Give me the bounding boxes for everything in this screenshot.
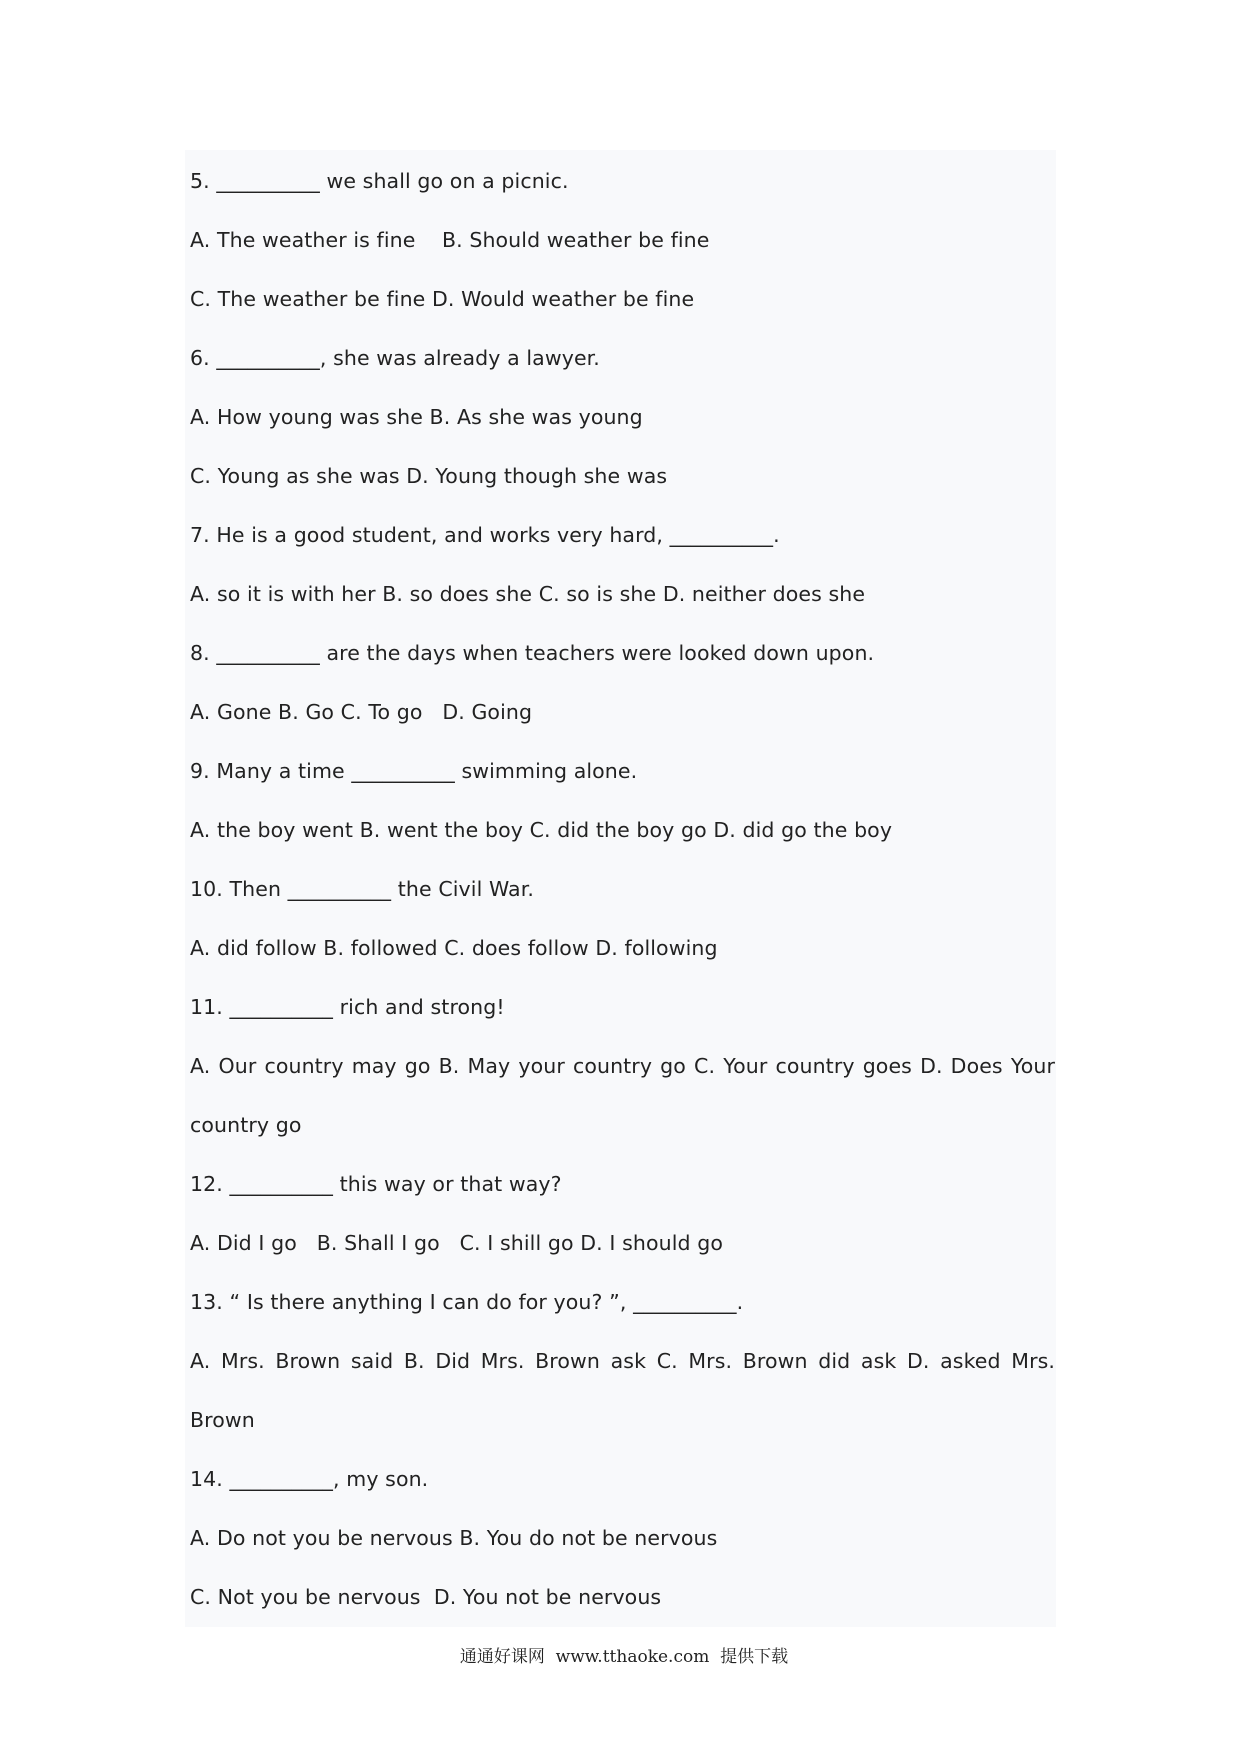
question-9: 9. Many a time __________ swimming alone. <box>190 759 638 783</box>
question-10-options: A. did follow B. followed C. does follow D. following <box>190 936 718 960</box>
question-8-options: A. Gone B. Go C. To go D. Going <box>190 700 533 724</box>
question-5-options-cd: C. The weather be fine D. Would weather be fine <box>190 287 695 311</box>
question-13-options-continued: Brown <box>190 1408 255 1432</box>
question-5: 5. __________ we shall go on a picnic. <box>190 169 569 193</box>
question-12-options: A. Did I go B. Shall I go C. I shill go D. I should go <box>190 1231 724 1255</box>
question-7-options: A. so it is with her B. so does she C. so is she D. neither does she <box>190 582 866 606</box>
question-6-options-ab: A. How young was she B. As she was young <box>190 405 643 429</box>
question-13-options: A. Mrs. Brown said B. Did Mrs. Brown ask C. Mrs. Brown did ask D. asked Mrs. <box>190 1349 1055 1373</box>
question-14-options-cd: C. Not you be nervous D. You not be nervous <box>190 1585 662 1609</box>
question-6-options-cd: C. Young as she was D. Young though she was <box>190 464 668 488</box>
question-5-options-ab: A. The weather is fine B. Should weather be fine <box>190 228 710 252</box>
question-6: 6. __________, she was already a lawyer. <box>190 346 600 370</box>
question-9-options: A. the boy went B. went the boy C. did the boy go D. did go the boy <box>190 818 893 842</box>
question-13: 13. “ Is there anything I can do for you? ”, __________. <box>190 1290 744 1314</box>
question-7: 7. He is a good student, and works very hard, __________. <box>190 523 780 547</box>
page-footer: 通通好课网 www.tthaoke.com 提供下载 <box>459 1647 789 1667</box>
question-14: 14. __________, my son. <box>190 1467 429 1491</box>
question-14-options-ab: A. Do not you be nervous B. You do not be nervous <box>190 1526 718 1550</box>
question-11-options: A. Our country may go B. May your country go C. Your country goes D. Does Your <box>190 1054 1055 1078</box>
question-8: 8. __________ are the days when teachers were looked down upon. <box>190 641 875 665</box>
question-10: 10. Then __________ the Civil War. <box>190 877 534 901</box>
question-12: 12. __________ this way or that way? <box>190 1172 562 1196</box>
question-11: 11. __________ rich and strong! <box>190 995 505 1019</box>
question-11-options-continued: country go <box>190 1113 302 1137</box>
